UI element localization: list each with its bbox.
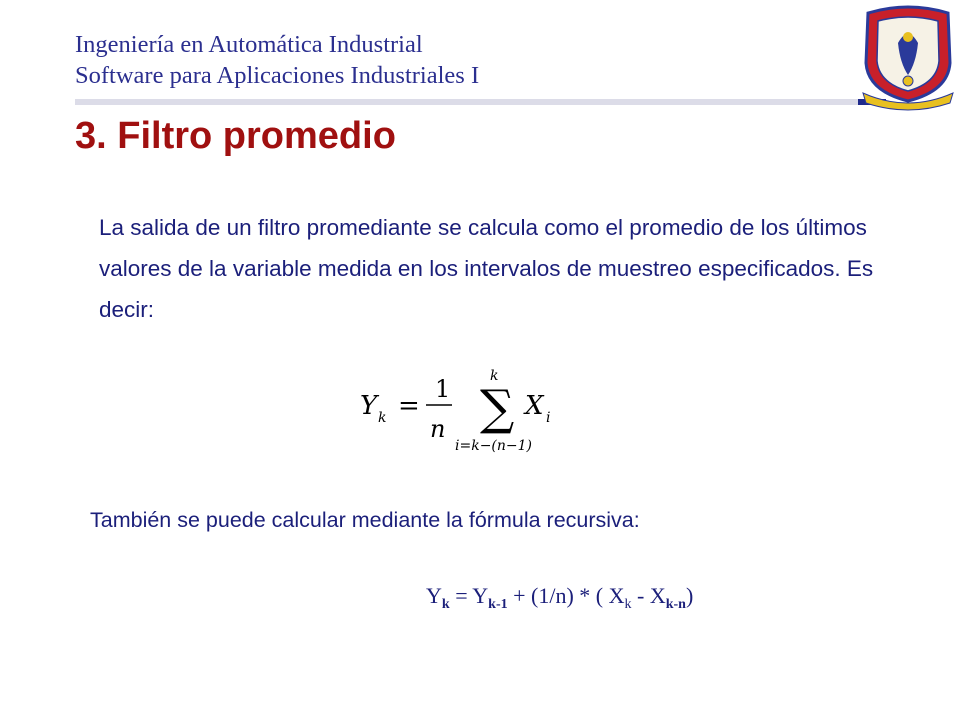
university-seal-logo	[858, 3, 958, 111]
sum-lower-limit: i=k−(n−1)	[455, 438, 532, 454]
rec-minus: - X	[631, 583, 666, 608]
formula-numerator: 1	[435, 375, 451, 403]
formula-term: X	[525, 391, 544, 421]
intro-paragraph: La salida de un filtro promediante se calcula como el promedio de los últimos valores de la variable medida en los intervalos de muestreo especificados. Es decir:	[99, 215, 874, 322]
sigma-icon: ∑	[480, 380, 515, 436]
average-filter-formula	[350, 362, 580, 462]
rec-close: )	[685, 583, 694, 608]
rec-mid: + (1/n) * ( X	[507, 583, 625, 608]
rec-x-sub: k	[624, 597, 632, 612]
slide-title: 3. Filtro promedio	[75, 115, 396, 157]
rec-x2-sub: k-n	[665, 597, 686, 612]
rec-y: Y	[426, 583, 442, 608]
sum-upper-limit: k	[490, 368, 499, 384]
course-name-line: Software para Aplicaciones Industriales I	[75, 62, 480, 89]
formula-term-sub: i	[546, 410, 551, 426]
formula-lhs: Y	[360, 391, 378, 421]
rec-y-sub: k	[441, 597, 450, 612]
rec-eq: = Y	[449, 583, 489, 608]
recursive-formula	[426, 585, 693, 612]
rec-y2-sub: k-1	[488, 597, 508, 612]
recursive-label: También se puede calcular mediante la fórmula recursiva:	[90, 508, 640, 532]
formula-equals: =	[398, 391, 420, 421]
course-program-line: Ingeniería en Automática Industrial	[75, 31, 423, 58]
formula-lhs-sub: k	[378, 410, 387, 426]
formula-denominator: n	[430, 415, 446, 443]
header-divider	[75, 99, 858, 105]
